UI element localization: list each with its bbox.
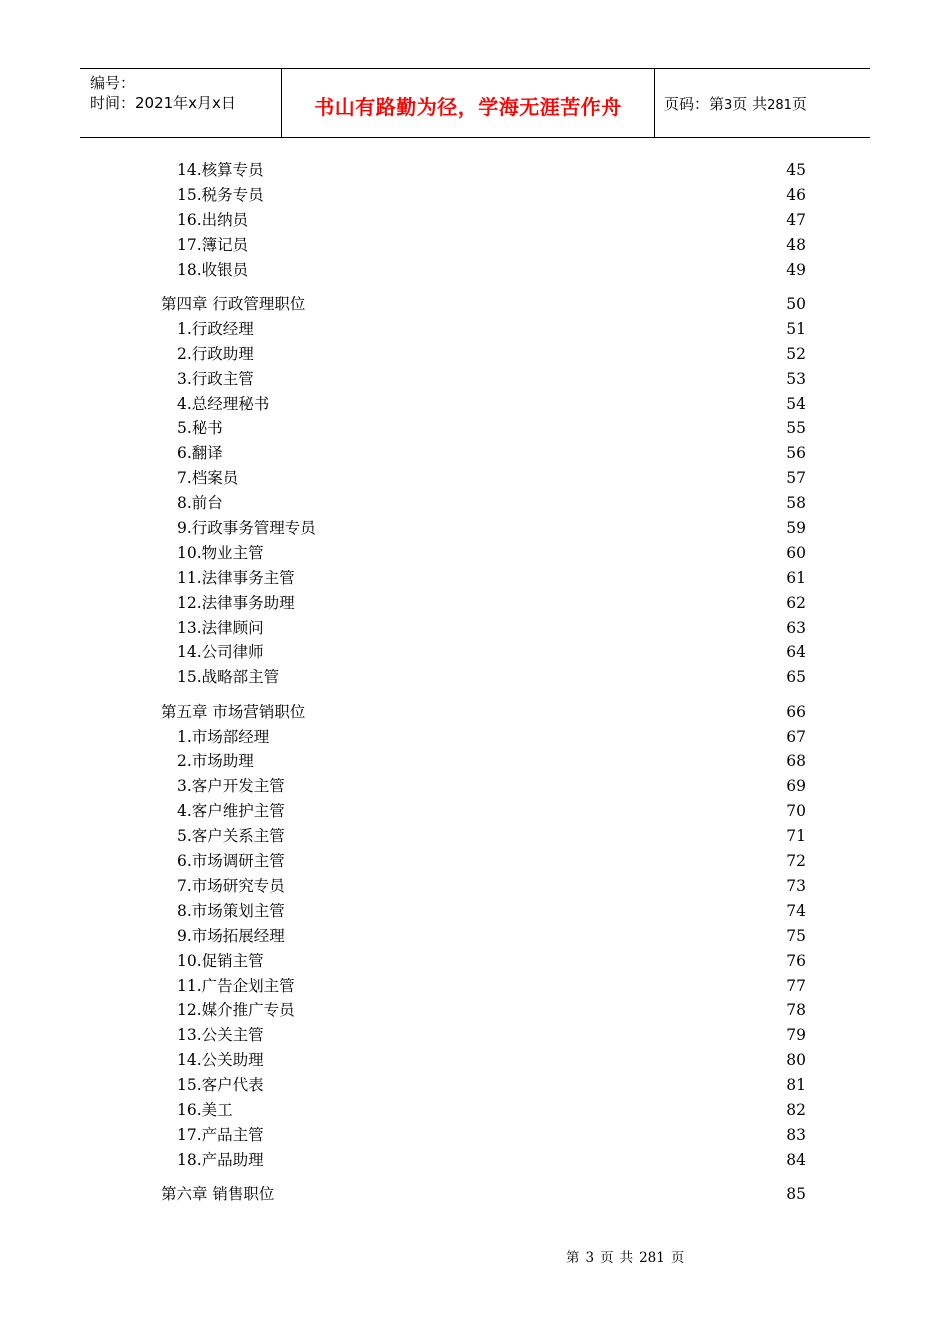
page-current: 3	[724, 98, 733, 113]
toc-entry-title: 13.公关主管	[177, 1026, 264, 1045]
toc-entry-page: 57	[786, 469, 806, 488]
toc-entry-row[interactable]	[0, 466, 950, 491]
toc-entry-page: 71	[786, 827, 806, 846]
toc-entry-title: 5.客户关系主管	[177, 827, 285, 846]
toc-entry-row[interactable]	[0, 183, 950, 208]
toc-entry-row[interactable]	[0, 342, 950, 367]
toc-entry-page: 50	[786, 294, 806, 313]
toc-entry-title: 14.公司律师	[177, 643, 264, 662]
toc-entry-page: 67	[786, 727, 806, 746]
toc-entry-page: 51	[786, 319, 806, 338]
page-suffix: 页	[791, 95, 807, 113]
toc-entry-title: 11.广告企划主管	[177, 976, 295, 995]
toc-entry-page: 64	[786, 643, 806, 662]
toc-entry-page: 78	[786, 1001, 806, 1020]
page-header	[80, 68, 870, 138]
toc-entry-row[interactable]	[0, 591, 950, 616]
toc-entry-page: 66	[786, 702, 806, 721]
toc-entry-title: 9.行政事务管理专员	[177, 518, 316, 537]
toc-entry-page: 49	[786, 260, 806, 279]
footer-prefix: 第	[566, 1250, 580, 1266]
toc-entry-row[interactable]	[0, 1048, 950, 1073]
toc-entry-page: 58	[786, 494, 806, 513]
toc-entry-row[interactable]	[0, 491, 950, 516]
toc-entry-row[interactable]	[0, 1023, 950, 1048]
toc-entry-title: 7.市场研究专员	[177, 876, 285, 895]
toc-entry-title: 1.行政经理	[177, 319, 254, 338]
toc-entry-title: 12.媒介推广专员	[177, 1001, 295, 1020]
toc-entry-title: 第四章 行政管理职位	[161, 294, 306, 313]
toc-entry-row[interactable]	[0, 1148, 950, 1173]
toc-entry-page: 59	[786, 518, 806, 537]
toc-entry-row[interactable]	[0, 1098, 950, 1123]
toc-entry-title: 6.市场调研主管	[177, 852, 285, 871]
date-label: 时间：2021年x月x日	[90, 94, 236, 112]
toc-entry-row[interactable]	[0, 725, 950, 750]
toc-entry-title: 11.法律事务主管	[177, 568, 295, 587]
toc-entry-title: 17.产品主管	[177, 1125, 264, 1144]
toc-entry-row[interactable]	[0, 1123, 950, 1148]
toc-entry-row[interactable]	[0, 640, 950, 665]
toc-entry-row[interactable]	[0, 616, 950, 641]
toc-entry-page: 46	[786, 185, 806, 204]
toc-entry-title: 15.客户代表	[177, 1076, 264, 1095]
toc-entry-title: 16.出纳员	[177, 210, 249, 229]
toc-entry-page: 54	[786, 394, 806, 413]
toc-entry-page: 55	[786, 419, 806, 438]
toc-entry-row[interactable]	[0, 824, 950, 849]
toc-entry-row[interactable]	[0, 849, 950, 874]
toc-entry-page: 83	[786, 1125, 806, 1144]
toc-entry-row[interactable]	[0, 317, 950, 342]
toc-entry-title: 14.公关助理	[177, 1051, 264, 1070]
toc-entry-page: 84	[786, 1150, 806, 1169]
header-page-number	[664, 93, 807, 114]
toc-entry-row[interactable]	[0, 899, 950, 924]
toc-chapter-row[interactable]	[0, 292, 950, 317]
toc-entry-page: 74	[786, 901, 806, 920]
toc-entry-row[interactable]	[0, 416, 950, 441]
toc-entry-row[interactable]	[0, 392, 950, 417]
header-motto: 书山有路勤为径，学海无涯苦作舟	[314, 95, 622, 119]
toc-entry-title: 3.行政主管	[177, 369, 254, 388]
toc-chapter-row[interactable]	[0, 1182, 950, 1207]
toc-entry-title: 15.战略部主管	[177, 668, 280, 687]
toc-entry-page: 53	[786, 369, 806, 388]
toc-entry-row[interactable]	[0, 441, 950, 466]
toc-entry-page: 52	[786, 344, 806, 363]
toc-entry-title: 第六章 销售职位	[161, 1185, 275, 1204]
footer-suffix: 页	[670, 1250, 685, 1266]
toc-entry-page: 82	[786, 1100, 806, 1119]
toc-entry-page: 56	[786, 444, 806, 463]
page-prefix: 页码：第	[664, 95, 725, 113]
toc-entry-page: 48	[786, 235, 806, 254]
toc-entry-page: 72	[786, 852, 806, 871]
toc-entry-title: 3.客户开发主管	[177, 777, 285, 796]
footer-mid2: 共	[619, 1250, 634, 1266]
toc-entry-row[interactable]	[0, 874, 950, 899]
toc-entry-page: 68	[786, 752, 806, 771]
toc-entry-page: 45	[786, 161, 806, 179]
toc-entry-row[interactable]	[0, 774, 950, 799]
toc-entry-page: 75	[786, 926, 806, 945]
serial-label: 编号：	[90, 74, 136, 92]
toc-entry-title: 4.总经理秘书	[177, 394, 270, 413]
toc-entry-row[interactable]	[0, 258, 950, 283]
toc-entry-row[interactable]	[0, 233, 950, 258]
toc-entry-title: 15.税务专员	[177, 185, 264, 204]
toc-entry-title: 10.促销主管	[177, 951, 264, 970]
toc-chapter-row[interactable]	[0, 700, 950, 725]
toc-entry-title: 2.行政助理	[177, 344, 254, 363]
toc-entry-page: 73	[786, 876, 806, 895]
toc-entry-page: 69	[786, 777, 806, 796]
toc-entry-row[interactable]	[0, 516, 950, 541]
page-mid: 页 共	[732, 95, 768, 113]
toc-entry-page: 85	[786, 1185, 806, 1204]
toc-entry-row[interactable]	[0, 158, 950, 183]
toc-entry-page: 47	[786, 210, 806, 229]
toc-entry-page: 70	[786, 802, 806, 821]
toc-entry-page: 62	[786, 593, 806, 612]
toc-entry-page: 77	[786, 976, 806, 995]
toc-entry-page: 61	[786, 568, 806, 587]
toc-entry-title: 2.市场助理	[177, 752, 254, 771]
toc-entry-title: 16.美工	[177, 1100, 233, 1119]
header-divider	[654, 69, 655, 137]
toc-entry-row[interactable]	[0, 367, 950, 392]
toc-entry-title: 8.市场策划主管	[177, 901, 285, 920]
toc-entry-row[interactable]	[0, 949, 950, 974]
toc-entry-title: 17.簿记员	[177, 235, 249, 254]
toc-entry-title: 4.客户维护主管	[177, 802, 285, 821]
toc-entry-row[interactable]	[0, 566, 950, 591]
toc-entry-row[interactable]	[0, 208, 950, 233]
toc-entry-title: 13.法律顾问	[177, 618, 264, 637]
toc-entry-page: 60	[786, 543, 806, 562]
toc-entry-page: 81	[786, 1076, 806, 1095]
toc-entry-row[interactable]	[0, 749, 950, 774]
toc-entry-title: 6.翻译	[177, 444, 223, 463]
toc-entry-title: 18.产品助理	[177, 1150, 264, 1169]
header-meta	[90, 73, 236, 113]
toc-entry-row[interactable]	[0, 998, 950, 1023]
footer-mid1: 页	[600, 1250, 614, 1266]
toc-entry-row[interactable]	[0, 799, 950, 824]
toc-entry-page: 63	[786, 618, 806, 637]
table-of-contents	[0, 158, 950, 1207]
toc-entry-row[interactable]	[0, 974, 950, 999]
toc-entry-page: 76	[786, 951, 806, 970]
footer-total: 281	[639, 1250, 665, 1266]
footer-current: 3	[585, 1250, 595, 1266]
toc-entry-title: 8.前台	[177, 494, 223, 513]
toc-entry-title: 9.市场拓展经理	[177, 926, 285, 945]
toc-entry-row[interactable]	[0, 1073, 950, 1098]
toc-entry-title: 12.法律事务助理	[177, 593, 295, 612]
toc-entry-page: 65	[786, 668, 806, 687]
page-total: 281	[767, 98, 792, 113]
toc-entry-title: 10.物业主管	[177, 543, 264, 562]
toc-entry-row[interactable]	[0, 924, 950, 949]
toc-entry-title: 14.核算专员	[177, 161, 264, 179]
toc-entry-row[interactable]	[0, 541, 950, 566]
toc-entry-page: 79	[786, 1026, 806, 1045]
toc-entry-page: 80	[786, 1051, 806, 1070]
toc-entry-title: 7.档案员	[177, 469, 239, 488]
toc-entry-title: 第五章 市场营销职位	[161, 702, 306, 721]
toc-entry-title: 5.秘书	[177, 419, 223, 438]
toc-entry-row[interactable]	[0, 665, 950, 690]
toc-entry-title: 18.收银员	[177, 260, 249, 279]
toc-entry-title: 1.市场部经理	[177, 727, 270, 746]
